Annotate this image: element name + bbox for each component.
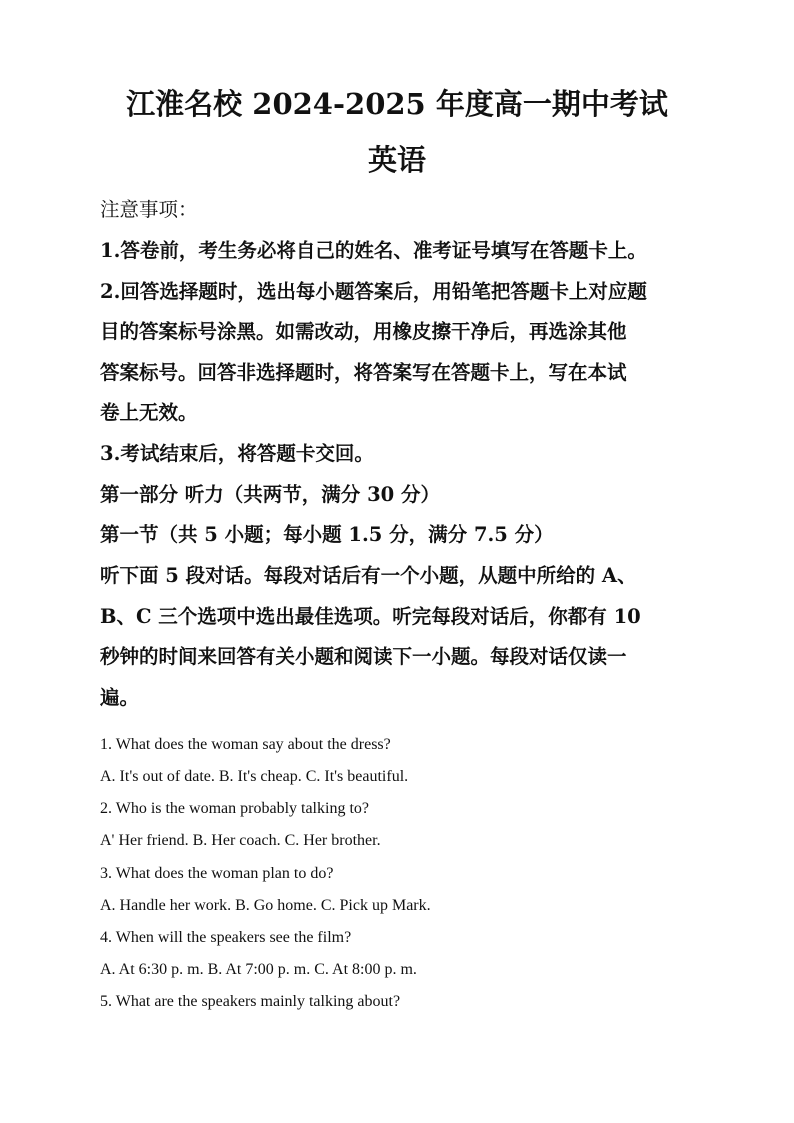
exam-title: 江淮名校 2024-2025 年度高一期中考试 <box>126 87 668 121</box>
notice-item-3: 3.考试结束后，将答题卡交回。 <box>100 442 374 465</box>
instruction-line: 听下面 5 段对话。每段对话后有一个小题，从题中所给的 A、 <box>100 564 637 587</box>
question-1-options: A. It's out of date. B. It's cheap. C. It's beautiful. <box>100 768 409 785</box>
instruction-line: 秒钟的时间来回答有关小题和阅读下一小题。每段对话仅读一 <box>100 645 627 668</box>
instruction-line: 遍。 <box>100 686 140 709</box>
part1-heading: 第一部分 听力（共两节，满分 30 分） <box>100 483 441 506</box>
notice-item-2-line: 2.回答选择题时，选出每小题答案后，用铅笔把答题卡上对应题 <box>100 280 647 303</box>
notice-item-2-line: 目的答案标号涂黑。如需改动，用橡皮擦干净后，再选涂其他 <box>100 320 627 343</box>
question-2-options: A' Her friend. B. Her coach. C. Her brother. <box>100 832 381 849</box>
question-3: 3. What does the woman plan to do? <box>100 865 334 882</box>
section1-heading: 第一节（共 5 小题；每小题 1.5 分，满分 7.5 分） <box>100 523 554 546</box>
notice-item-1: 1.答卷前，考生务必将自己的姓名、准考证号填写在答题卡上。 <box>100 239 647 262</box>
question-4: 4. When will the speakers see the film? <box>100 929 352 946</box>
question-4-options: A. At 6:30 p. m. B. At 7:00 p. m. C. At 8:00 p. m. <box>100 961 417 978</box>
instruction-line: B、C 三个选项中选出最佳选项。听完每段对话后，你都有 10 <box>100 605 641 628</box>
question-5: 5. What are the speakers mainly talking about? <box>100 993 401 1010</box>
question-2: 2. Who is the woman probably talking to? <box>100 800 369 817</box>
notice-item-2-line: 答案标号。回答非选择题时，将答案写在答题卡上，写在本试 <box>100 361 627 384</box>
notice-item-2-line: 卷上无效。 <box>100 401 198 424</box>
notice-heading: 注意事项： <box>100 198 198 221</box>
exam-subject: 英语 <box>367 143 426 177</box>
question-3-options: A. Handle her work. B. Go home. C. Pick up Mark. <box>100 897 431 914</box>
question-1: 1. What does the woman say about the dress? <box>100 736 391 753</box>
